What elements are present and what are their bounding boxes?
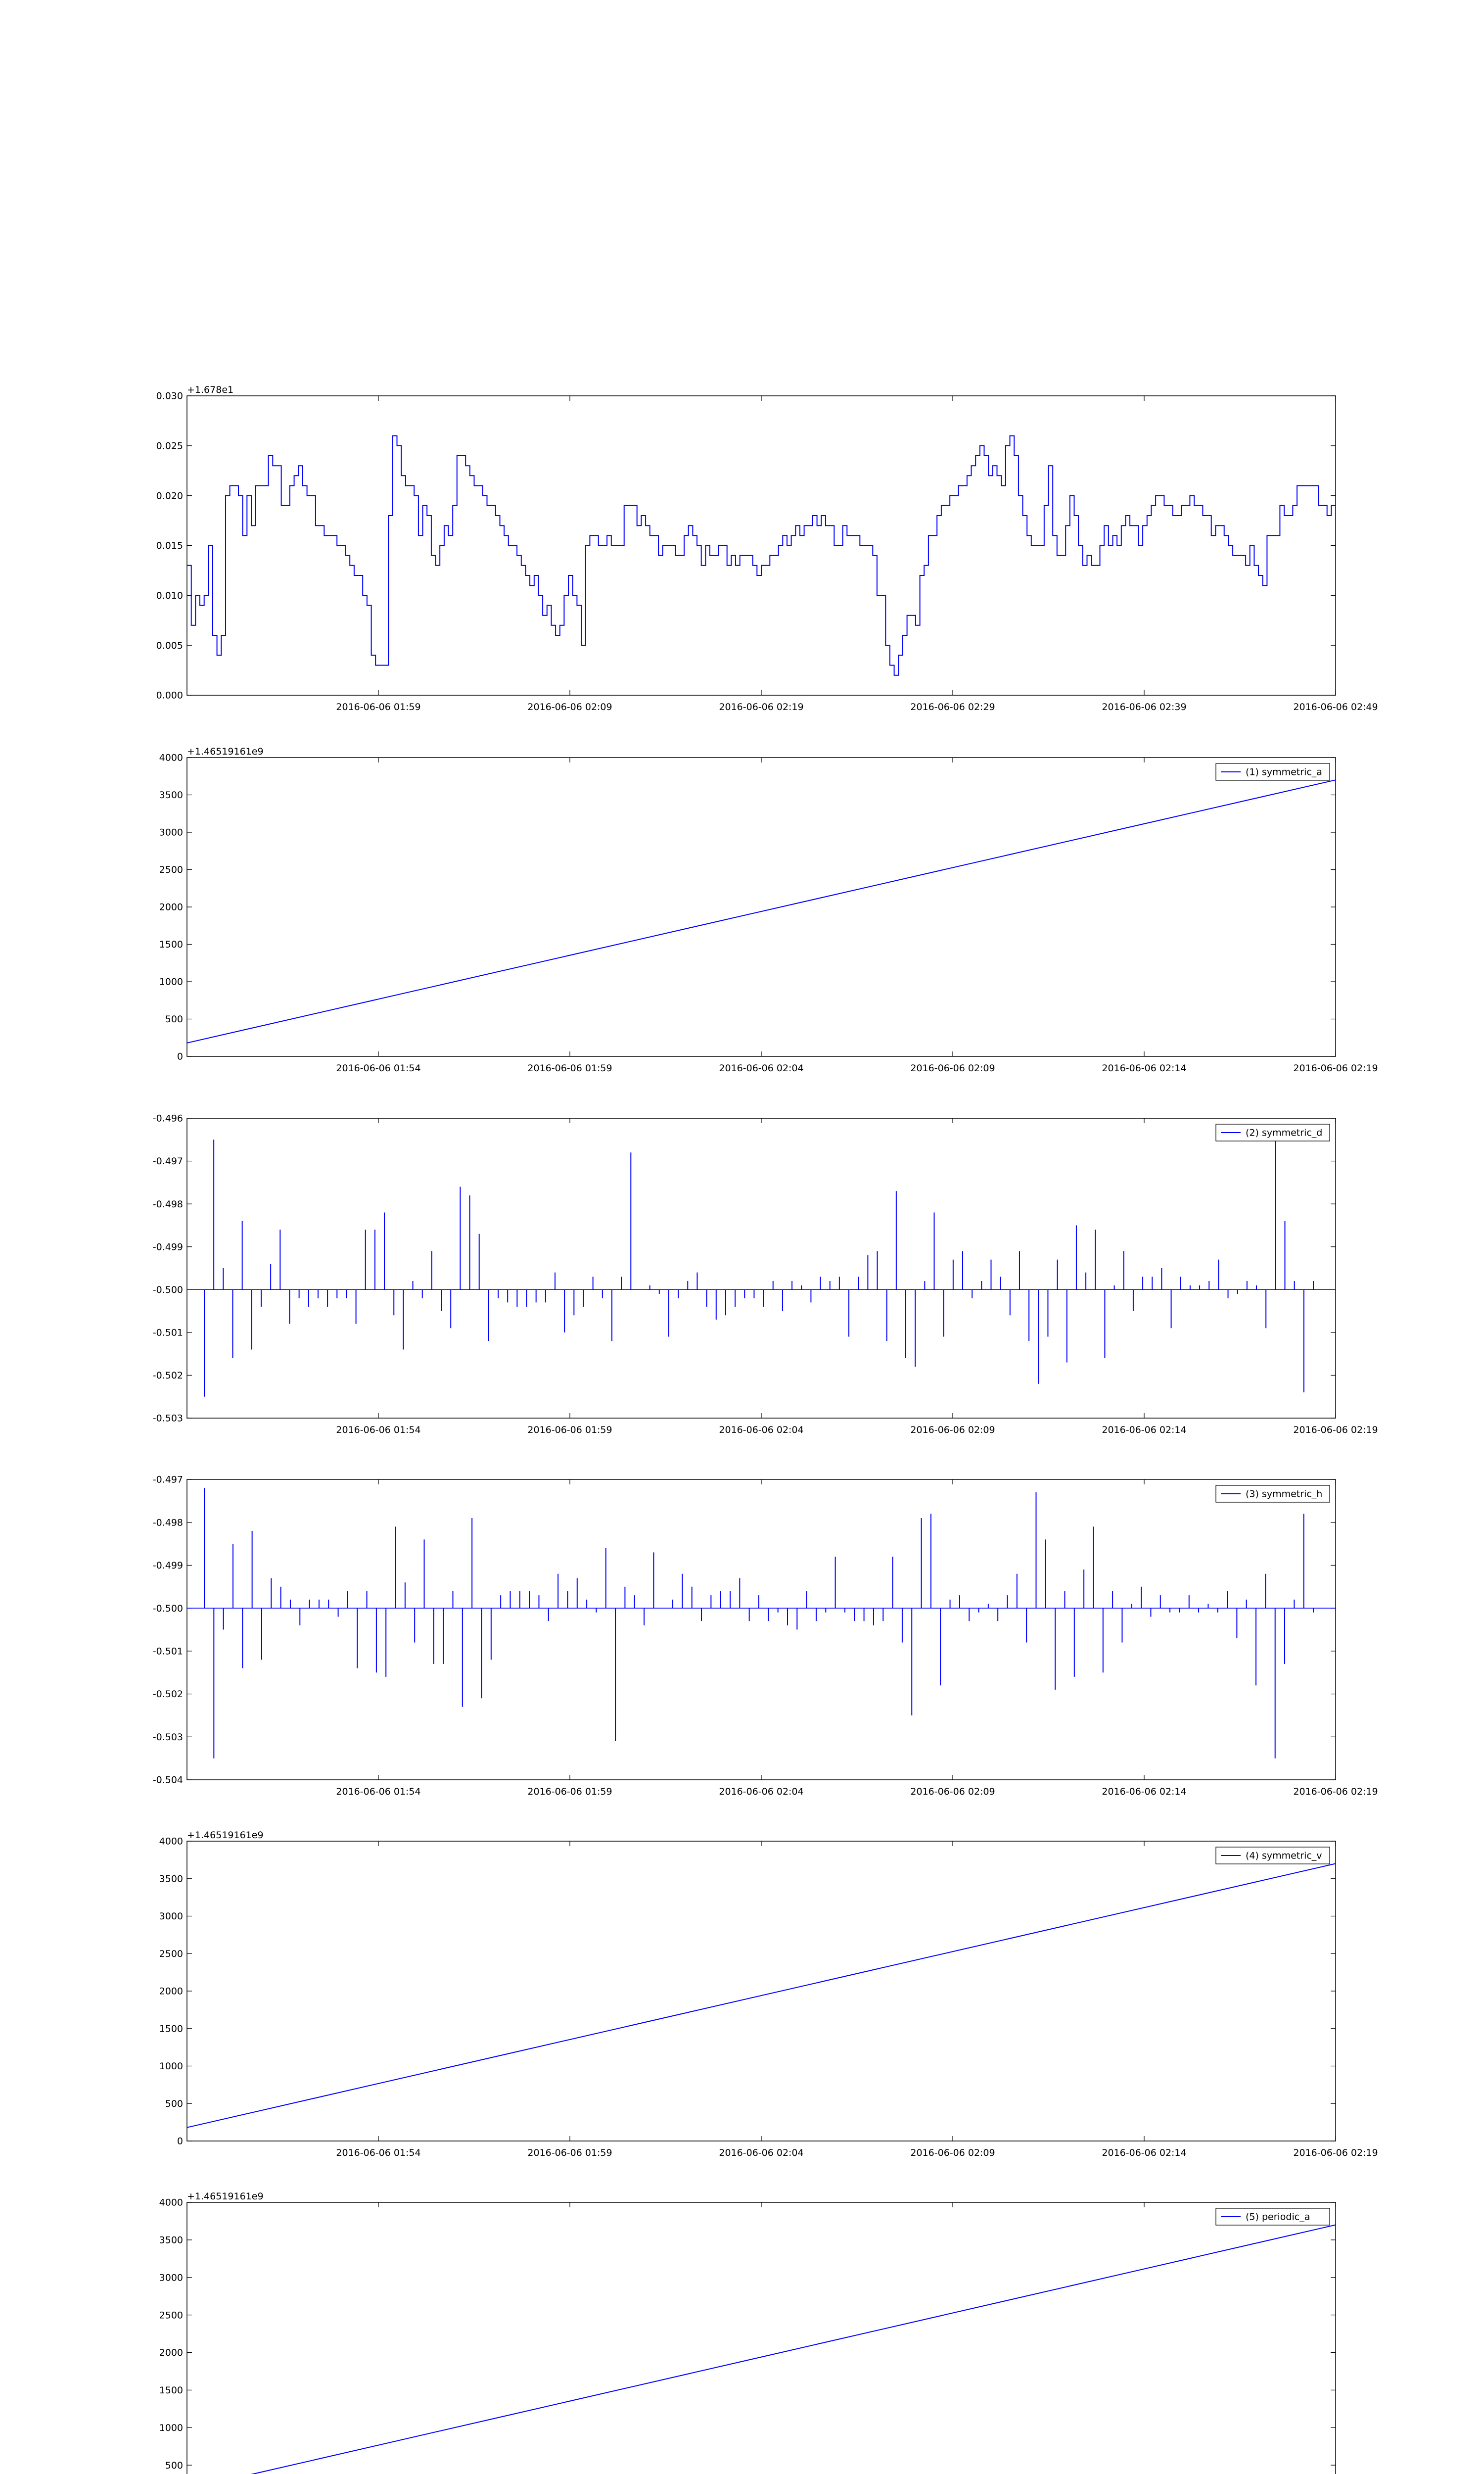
x-tick-label: 2016-06-06 02:09 (910, 2147, 995, 2158)
y-tick-label: 2500 (159, 1948, 183, 1959)
legend (1216, 2208, 1330, 2225)
legend (1216, 763, 1330, 780)
axis-offset-label: +1.46519161e9 (187, 1830, 264, 1841)
chart-panel-4 (153, 1475, 1378, 1797)
chart-panel-5 (159, 1830, 1378, 2158)
y-tick-label: 0.005 (156, 640, 183, 651)
axis-offset-label: +1.46519161e9 (187, 2191, 264, 2202)
series-line (187, 2225, 1336, 2474)
x-tick-label: 2016-06-06 01:54 (336, 1063, 421, 1074)
x-tick-label: 2016-06-06 01:59 (527, 1425, 612, 1435)
plot-frame (187, 396, 1336, 695)
y-tick-label: 3000 (159, 2272, 183, 2284)
legend-label: (2) symmetric_d (1246, 1127, 1323, 1139)
x-tick-label: 2016-06-06 02:14 (1102, 2147, 1187, 2158)
x-tick-label: 2016-06-06 02:19 (1293, 1425, 1378, 1435)
chart-panel-6 (159, 2191, 1378, 2474)
y-tick-label: 0.020 (156, 490, 183, 502)
x-tick-label: 2016-06-06 02:09 (527, 702, 612, 713)
x-tick-label: 2016-06-06 01:59 (527, 2147, 612, 2158)
x-tick-label: 2016-06-06 02:09 (910, 1063, 995, 1074)
y-tick-label: -0.502 (152, 1370, 183, 1381)
y-tick-label: -0.503 (152, 1731, 183, 1743)
x-tick-label: 2016-06-06 02:39 (1102, 702, 1187, 713)
chart-panel-3 (153, 1113, 1378, 1435)
y-tick-label: -0.503 (152, 1413, 183, 1424)
plot-frame (187, 1118, 1336, 1418)
y-tick-label: -0.497 (152, 1474, 183, 1485)
y-tick-label: -0.497 (152, 1156, 183, 1167)
y-tick-label: 3500 (159, 2235, 183, 2246)
y-tick-label: 3000 (159, 827, 183, 838)
y-tick-label: -0.501 (152, 1646, 183, 1657)
axis-offset-label: +1.46519161e9 (187, 746, 264, 757)
y-tick-label: -0.498 (152, 1517, 183, 1528)
y-tick-label: 0.000 (156, 690, 183, 701)
plot-frame (187, 1479, 1336, 1780)
x-tick-label: 2016-06-06 01:54 (336, 1425, 421, 1435)
y-tick-label: 4000 (159, 2197, 183, 2208)
legend-label: (3) symmetric_h (1246, 1488, 1323, 1500)
legend (1216, 1124, 1330, 1141)
y-tick-label: 1000 (159, 2422, 183, 2433)
chart-panel-1 (156, 384, 1378, 713)
y-tick-label: 0.030 (156, 390, 183, 402)
legend-label: (5) periodic_a (1246, 2211, 1310, 2223)
x-tick-label: 2016-06-06 02:19 (719, 702, 804, 713)
y-tick-label: -0.496 (152, 1113, 183, 1124)
y-tick-label: 3000 (159, 1911, 183, 1922)
y-tick-label: 0.015 (156, 540, 183, 552)
y-tick-label: -0.498 (152, 1198, 183, 1210)
y-tick-label: 1500 (159, 2023, 183, 2035)
y-tick-label: -0.500 (152, 1284, 183, 1295)
x-tick-label: 2016-06-06 02:09 (910, 1425, 995, 1435)
y-tick-label: 4000 (159, 1836, 183, 1847)
legend (1216, 1485, 1330, 1502)
y-tick-label: -0.501 (152, 1327, 183, 1338)
y-tick-label: 500 (165, 2098, 183, 2109)
x-tick-label: 2016-06-06 02:19 (1293, 2147, 1378, 2158)
legend (1216, 1847, 1330, 1864)
y-tick-label: -0.502 (152, 1689, 183, 1700)
y-tick-label: 1500 (159, 939, 183, 951)
x-tick-label: 2016-06-06 01:59 (527, 1063, 612, 1074)
x-tick-label: 2016-06-06 02:19 (1293, 1786, 1378, 1797)
y-tick-label: 2000 (159, 902, 183, 913)
y-tick-label: 0.025 (156, 440, 183, 452)
y-tick-label: 1000 (159, 976, 183, 988)
series-line (187, 436, 1336, 675)
y-tick-label: 2000 (159, 2347, 183, 2359)
y-tick-label: 1500 (159, 2385, 183, 2396)
y-tick-label: 1000 (159, 2061, 183, 2072)
x-tick-label: 2016-06-06 02:09 (910, 1786, 995, 1797)
x-tick-label: 2016-06-06 02:14 (1102, 1786, 1187, 1797)
series-line (187, 1863, 1336, 2127)
x-tick-label: 2016-06-06 02:49 (1293, 702, 1378, 713)
y-tick-label: 0.010 (156, 590, 183, 601)
y-tick-label: 3500 (159, 790, 183, 801)
y-tick-label: 4000 (159, 752, 183, 763)
plot-frame (187, 1841, 1336, 2141)
legend-label: (1) symmetric_a (1246, 766, 1322, 778)
x-tick-label: 2016-06-06 02:19 (1293, 1063, 1378, 1074)
x-tick-label: 2016-06-06 01:59 (336, 702, 421, 713)
x-tick-label: 2016-06-06 01:59 (527, 1786, 612, 1797)
y-tick-label: 0 (177, 1051, 183, 1062)
plot-frame (187, 758, 1336, 1056)
x-tick-label: 2016-06-06 01:54 (336, 2147, 421, 2158)
y-tick-label: 2500 (159, 2310, 183, 2321)
x-tick-label: 2016-06-06 02:04 (719, 1786, 804, 1797)
x-tick-label: 2016-06-06 02:04 (719, 2147, 804, 2158)
y-tick-label: 2000 (159, 1986, 183, 1997)
y-tick-label: 3500 (159, 1873, 183, 1885)
y-tick-label: -0.500 (152, 1603, 183, 1614)
y-tick-label: 500 (165, 2460, 183, 2471)
x-tick-label: 2016-06-06 02:14 (1102, 1425, 1187, 1435)
x-tick-label: 2016-06-06 01:54 (336, 1786, 421, 1797)
chart-panel-2 (159, 746, 1378, 1074)
y-tick-label: -0.499 (152, 1560, 183, 1571)
y-tick-label: -0.499 (152, 1241, 183, 1253)
x-tick-label: 2016-06-06 02:04 (719, 1425, 804, 1435)
y-tick-label: 500 (165, 1014, 183, 1025)
x-tick-label: 2016-06-06 02:14 (1102, 1063, 1187, 1074)
x-tick-label: 2016-06-06 02:04 (719, 1063, 804, 1074)
x-tick-label: 2016-06-06 02:29 (910, 702, 995, 713)
y-tick-label: 2500 (159, 864, 183, 876)
y-tick-label: 0 (177, 2136, 183, 2147)
axis-offset-label: +1.678e1 (187, 384, 234, 395)
legend-label: (4) symmetric_v (1246, 1850, 1322, 1861)
series-line (187, 780, 1336, 1043)
plot-frame (187, 2202, 1336, 2474)
y-tick-label: -0.504 (152, 1774, 183, 1786)
